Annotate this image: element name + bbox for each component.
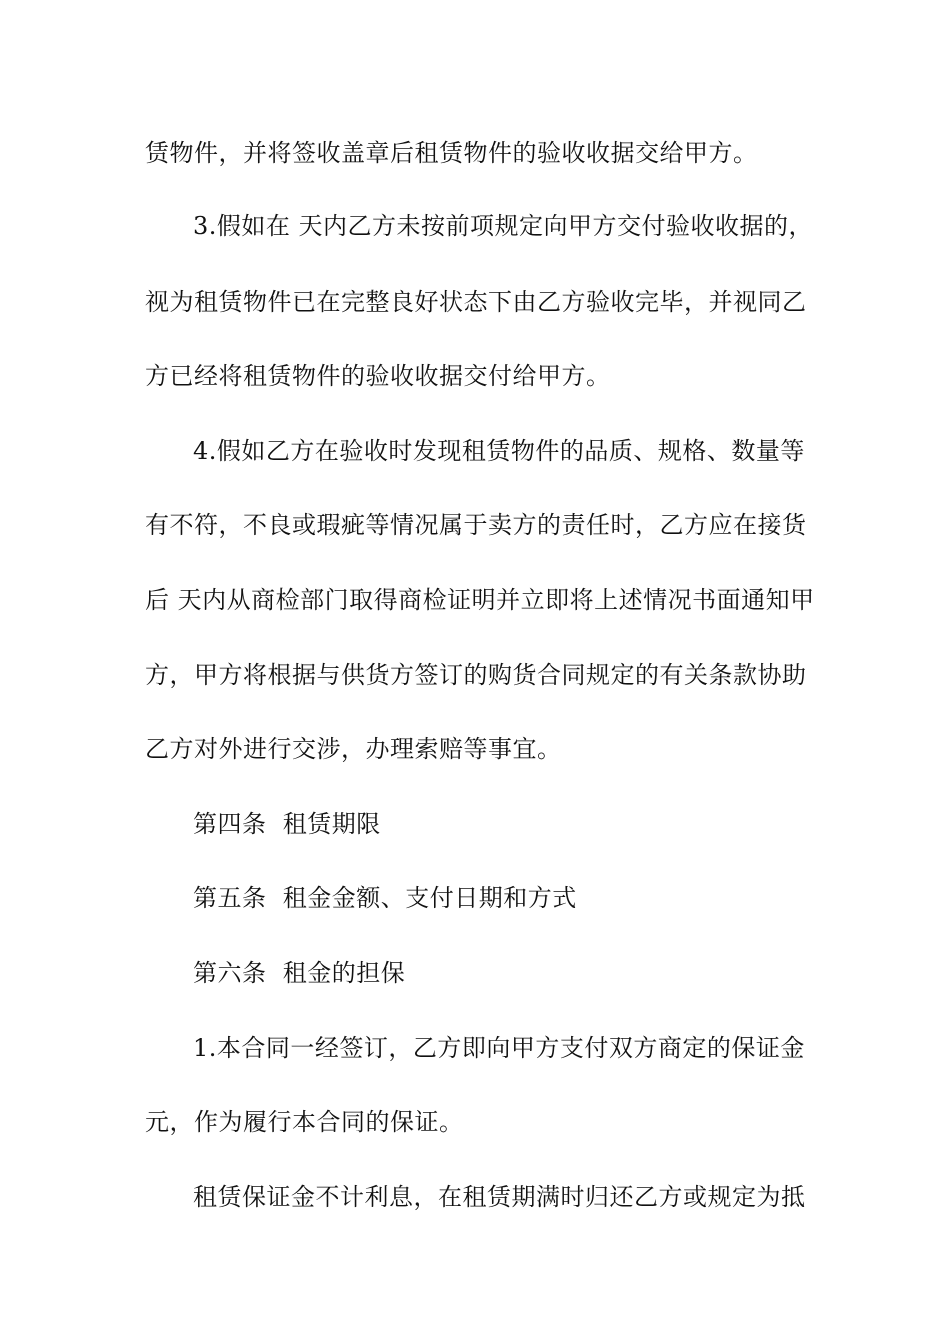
clause-4-line-2: 有不符，不良或瑕疵等情况属于卖方的责任时，乙方应在接货	[145, 511, 807, 539]
clause-3-line-2: 视为租赁物件已在完整良好状态下由乙方验收完毕，并视同乙	[145, 288, 807, 316]
clause-4-line-3: 后 天内从商检部门取得商检证明并立即将上述情况书面通知甲	[145, 586, 815, 614]
article-6-clause-1-line-1: 1.本合同一经签订，乙方即向甲方支付双方商定的保证金	[193, 1034, 805, 1062]
clause-3-line-3: 方已经将租赁物件的验收收据交付给甲方。	[145, 362, 611, 390]
clause-3-line-1: 3.假如在 天内乙方未按前项规定向甲方交付验收收据的，	[193, 212, 814, 240]
clause-4-line-5: 乙方对外进行交涉，办理索赔等事宜。	[145, 735, 562, 763]
text-line-1: 赁物件，并将签收盖章后租赁物件的验收收据交给甲方。	[145, 139, 758, 167]
clause-4-line-1: 4.假如乙方在验收时发现租赁物件的品质、规格、数量等	[193, 437, 805, 465]
article-6-clause-1-line-2: 元，作为履行本合同的保证。	[145, 1108, 464, 1136]
deposit-paragraph-line-1: 租赁保证金不计利息，在租赁期满时归还乙方或规定为抵	[193, 1183, 806, 1211]
article-6-heading: 第六条 租金的担保	[193, 959, 406, 987]
clause-4-line-4: 方，甲方将根据与供货方签订的购货合同规定的有关条款协助	[145, 661, 807, 689]
article-5-heading: 第五条 租金金额、支付日期和方式	[193, 884, 577, 912]
article-4-heading: 第四条 租赁期限	[193, 810, 381, 838]
